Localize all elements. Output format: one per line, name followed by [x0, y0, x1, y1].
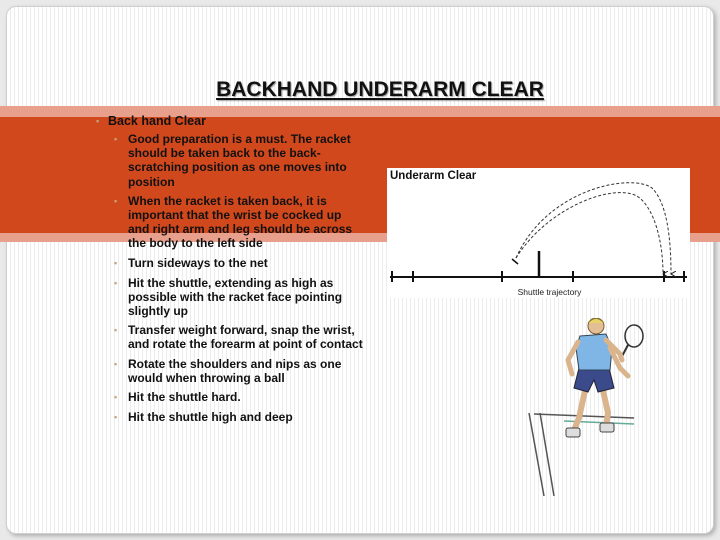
sub-bullet	[114, 410, 366, 425]
sub-bullet	[114, 193, 366, 251]
bullet-icon: •	[114, 392, 118, 403]
bullet-icon: •	[114, 358, 118, 369]
sub-bullet-text: Hit the shuttle, extending as high as possible with the racket face pointing slightly up	[128, 275, 343, 319]
diagram-title: Underarm Clear	[390, 170, 477, 182]
sub-bullet	[114, 275, 366, 319]
bullet-icon: •	[114, 134, 118, 144]
sub-bullet-text: Good preparation is a must. The racket should be taken back to the back-scratching position as one moves into position	[128, 132, 351, 189]
sub-bullet	[114, 356, 366, 385]
badminton-player-illustration	[524, 318, 664, 496]
sub-bullet-text: Hit the shuttle high and deep	[128, 410, 293, 425]
bullet-icon: •	[114, 412, 118, 423]
sub-bullet-list	[96, 132, 366, 425]
trajectory-drawing	[387, 168, 690, 298]
bullet-icon: •	[114, 195, 118, 206]
bullet-icon: •	[114, 277, 118, 288]
sub-bullet	[114, 255, 366, 271]
sub-bullet-text: Hit the shuttle hard.	[128, 390, 241, 405]
main-bullet	[96, 114, 366, 129]
main-bullet-text: Back hand Clear	[108, 114, 206, 128]
sub-bullet-text: When the racket is taken back, it is important that the wrist be cocked up and right arm and leg should be across the body to the left side	[128, 193, 353, 251]
sub-bullet	[114, 132, 366, 189]
sub-bullet	[114, 390, 366, 405]
bullet-list	[96, 114, 366, 430]
sub-bullet-text: Transfer weight forward, snap the wrist, and rotate the forearm at point of contact	[128, 323, 363, 352]
bullet-icon: •	[114, 325, 118, 336]
racket-mark	[512, 259, 518, 264]
slide-title: BACKHAND UNDERARM CLEAR	[216, 78, 544, 101]
sub-bullet	[114, 323, 366, 352]
bullet-icon: •	[96, 116, 100, 126]
diagram-caption: Shuttle trajectory	[517, 287, 582, 297]
bullet-icon: •	[114, 257, 118, 268]
trajectory-diagram	[387, 168, 690, 298]
sub-bullet-text: Turn sideways to the net	[128, 255, 268, 270]
sub-bullet-text: Rotate the shoulders and nips as one would when throwing a ball	[128, 356, 342, 385]
